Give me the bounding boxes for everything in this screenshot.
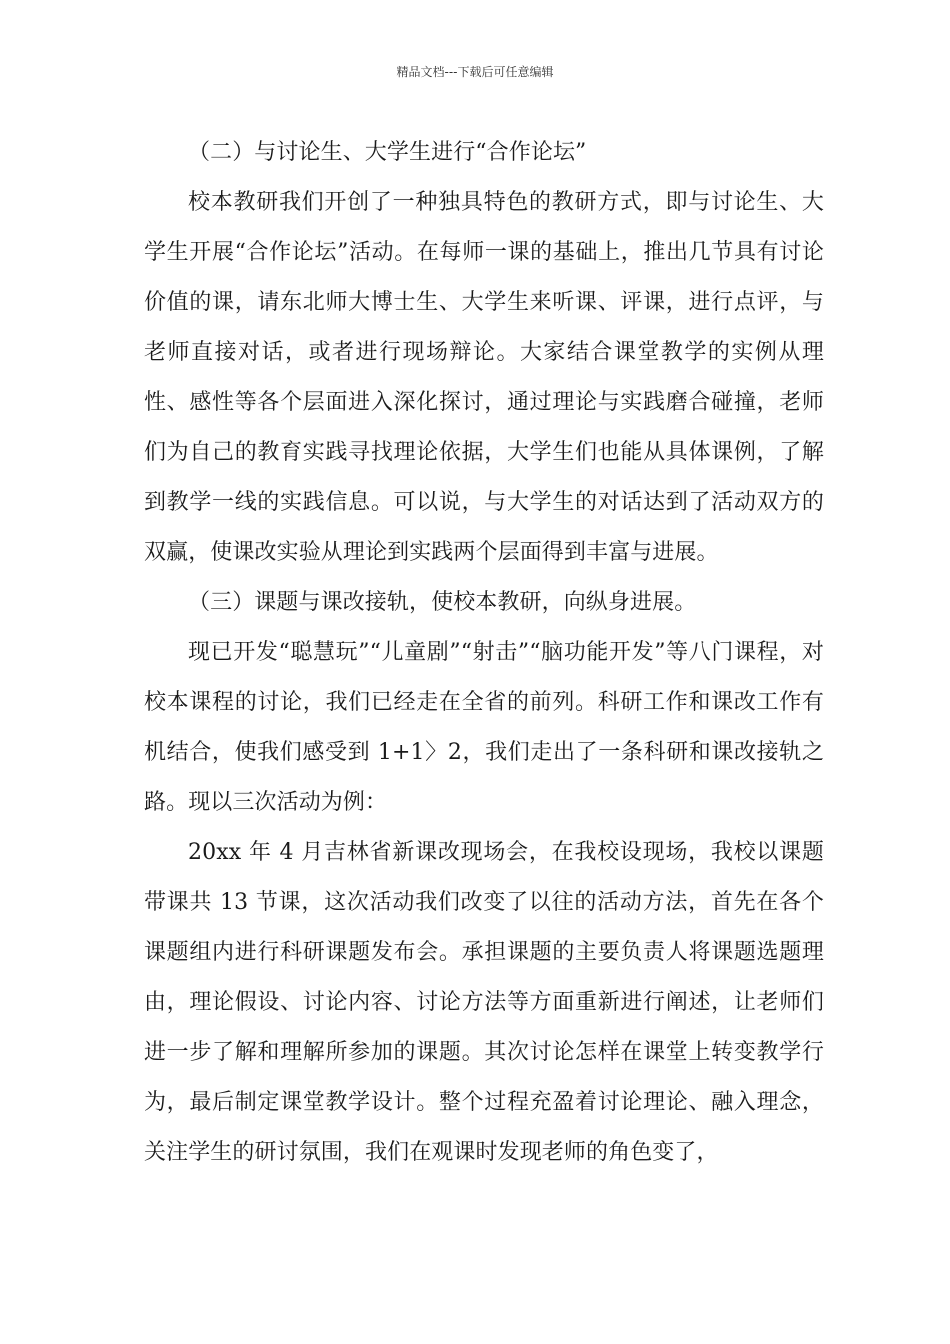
paragraph-school-courses: 现已开发“聪慧玩”“儿童剧”“射击”“脑功能开发”等八门课程，对校本课程的讨论，我们已经走在全省的前列。科研工作和课改工作有机结合，使我们感受到 1+1〉2，我们走出了一条科研和课改接轨之路。现以三次活动为例： <box>144 640 824 815</box>
section-heading-2: （二）与讨论生、大学生进行“合作论坛” <box>188 140 587 165</box>
section-heading-3: （三）课题与课改接轨，使校本教研，向纵身进展。 <box>188 590 697 615</box>
paragraph-field-meeting: 20xx 年 4 月吉林省新课改现场会，在我校设现场，我校以课题带课共 13 节课，这次活动我们改变了以往的活动方法，首先在各个课题组内进行科研课题发布会。承担课题的主要负责人将课题选题理由，理论假设、讨论内容、讨论方法等方面重新进行阐述，让老师们进一步了解和理解所参加的课题。其次讨论怎样在课堂上转变教学行为，最后制定课堂教学设计。整个过程充盈着讨论理论、融入理念，关注学生的研讨氛围，我们在观课时发现老师的角色变了， <box>144 840 824 1165</box>
page-header: 精品文档---下载后可任意编辑 <box>396 65 554 79</box>
paragraph-cooperation-forum: 校本教研我们开创了一种独具特色的教研方式，即与讨论生、大学生开展“合作论坛”活动。在每师一课的基础上，推出几节具有讨论价值的课，请东北师大博士生、大学生来听课、评课，进行点评，与老师直接对话，或者进行现场辩论。大家结合课堂教学的实例从理性、感性等各个层面进入深化探讨，通过理论与实践磨合碰撞，老师们为自己的教育实践寻找理论依据，大学生们也能从具体课例，了解到教学一线的实践信息。可以说，与大学生的对话达到了活动双方的双赢，使课改实验从理论到实践两个层面得到丰富与进展。 <box>144 190 824 565</box>
document-body <box>144 128 824 1178</box>
